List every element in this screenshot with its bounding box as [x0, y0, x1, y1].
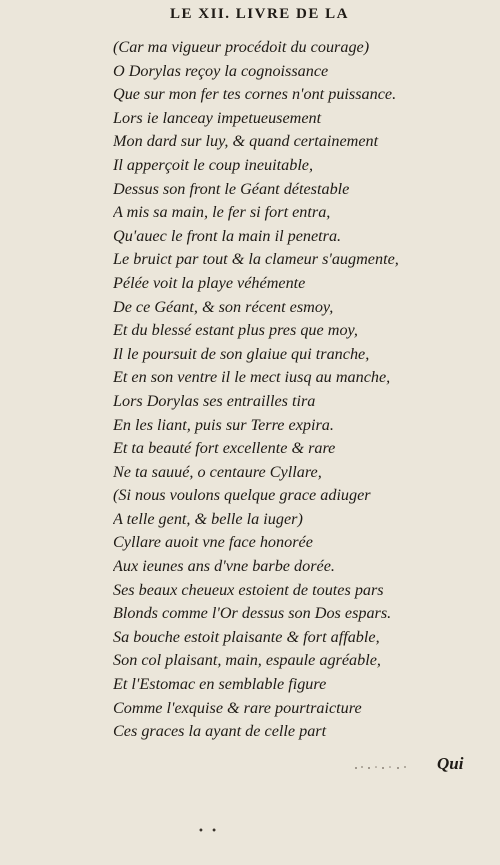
verse-line: Ces graces la ayant de celle part	[113, 722, 327, 741]
signature-mark: • •	[198, 826, 219, 837]
verse-line: Cyllare auoit vne face honorée	[113, 533, 313, 552]
verse-line: A mis sa main, le fer si fort entra,	[113, 203, 331, 222]
catchword: Qui	[437, 754, 464, 773]
verse-line: Ne ta sauué, o centaure Cyllare,	[113, 462, 322, 481]
verse-line: Blonds comme l'Or dessus son Dos espars.	[113, 604, 392, 623]
running-head: LE XII. LIVRE DE LA	[170, 6, 349, 22]
verse-line: Dessus son front le Géant détestable	[113, 179, 350, 198]
verse-line: Mon dard sur luy, & quand certainement	[113, 132, 379, 151]
verse-line: Comme l'exquise & rare pourtraicture	[113, 698, 362, 717]
verse-line: Lors ie lanceay impetueusement	[113, 108, 322, 127]
verse-line: Aux ieunes ans d'vne barbe dorée.	[113, 557, 335, 576]
verse-line: (Si nous voulons quelque grace adiuger	[113, 486, 371, 505]
verse-line: Ses beaux cheueux estoient de toutes pars	[113, 580, 384, 599]
verse-line: Et en son ventre il le mect iusq au manche,	[113, 368, 391, 387]
verse-line: Qu'auec le front la main il penetra.	[113, 226, 342, 245]
verse-line: A telle gent, & belle la iuger)	[113, 509, 303, 528]
verse-block	[113, 36, 493, 744]
verse-line: Le bruict par tout & la clameur s'augmente,	[113, 250, 399, 269]
verse-line: Lors Dorylas ses entrailles tira	[113, 391, 316, 410]
verse-line: O Dorylas reçoy la cognoissance	[113, 61, 329, 80]
verse-line: Son col plaisant, main, espaule agréable,	[113, 651, 381, 670]
verse-line: Pélée voit la playe véhémente	[113, 273, 306, 292]
verse-line: Il le poursuit de son glaiue qui tranche,	[113, 344, 370, 363]
verse-line: Sa bouche estoit plaisante & fort affable,	[113, 627, 380, 646]
verse-line: Et l'Estomac en semblable figure	[113, 675, 327, 694]
verse-line: (Car ma vigueur procédoit du courage)	[113, 38, 370, 56]
verse-line: Et du blessé estant plus pres que moy,	[113, 321, 358, 340]
verse-line: En les liant, puis sur Terre expira.	[113, 415, 334, 434]
verse-line: De ce Géant, & son récent esmoy,	[113, 297, 334, 316]
verse-line: Et ta beauté fort excellente & rare	[113, 439, 336, 458]
verse-line: Que sur mon fer tes cornes n'ont puissance.	[113, 85, 397, 104]
verse-line: Il apperçoit le coup ineuitable,	[113, 155, 314, 174]
ink-smudge	[352, 762, 410, 772]
